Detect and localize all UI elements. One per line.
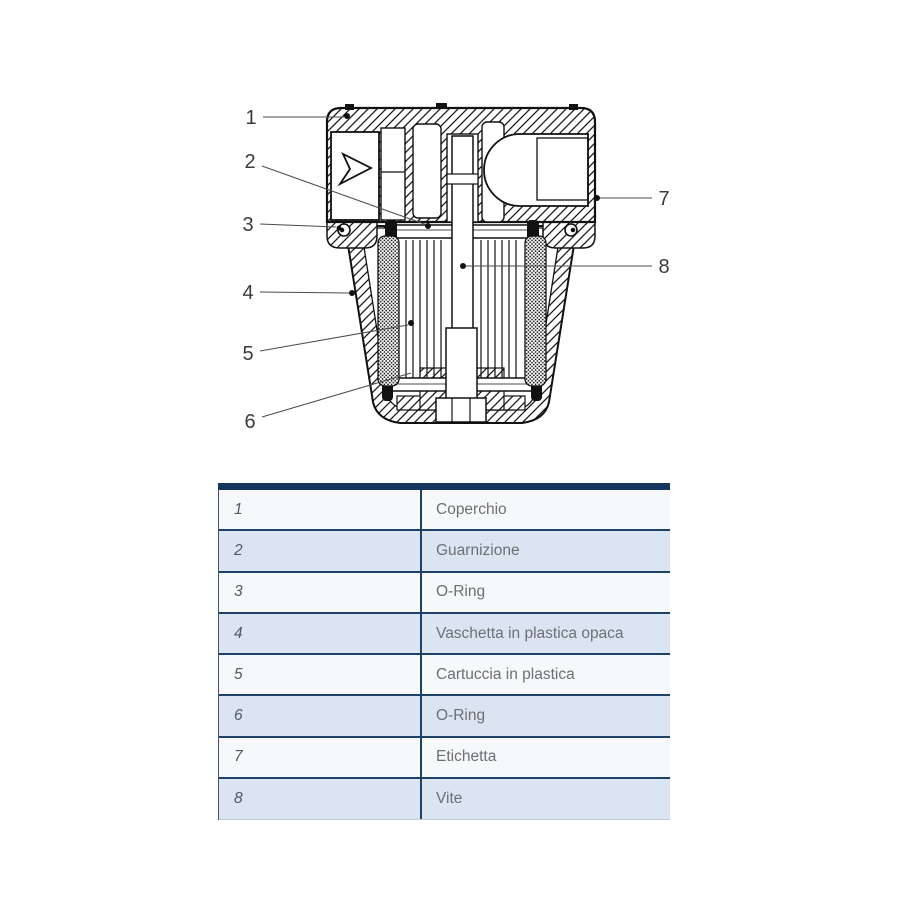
callout-8: 8: [658, 256, 670, 278]
callout-3: 3: [242, 214, 254, 236]
part-number: 1: [219, 490, 422, 529]
part-number: 4: [219, 614, 422, 653]
part-label: O-Ring: [436, 583, 486, 601]
table-row: [219, 490, 670, 531]
table-row: [219, 696, 670, 737]
part-number: 7: [219, 738, 422, 777]
callout-4: 4: [242, 282, 254, 304]
table-row: [219, 655, 670, 696]
callout-2: 2: [244, 151, 256, 173]
table-row: [219, 531, 670, 572]
part-number: 8: [219, 779, 422, 819]
callout-1: 1: [245, 107, 257, 129]
part-label: Guarnizione: [436, 541, 520, 559]
callout-5: 5: [242, 343, 254, 365]
part-number: 3: [219, 573, 422, 612]
part-label: O-Ring: [436, 707, 486, 725]
table-top-border: [218, 483, 670, 490]
mesh-band-right: [525, 236, 546, 386]
part-number: 5: [219, 655, 422, 694]
parts-table-rows: [218, 490, 670, 820]
mesh-band-left: [378, 236, 399, 386]
table-row: [219, 738, 670, 779]
callout-6: 6: [244, 411, 256, 433]
parts-table: [218, 483, 670, 820]
part-label: Vaschetta in plastica opaca: [436, 624, 624, 642]
table-row: [219, 614, 670, 655]
part-label: Cartuccia in plastica: [436, 665, 575, 683]
part-label: Coperchio: [436, 500, 507, 518]
table-row: [219, 573, 670, 614]
table-row: [219, 779, 670, 820]
part-number: 6: [219, 696, 422, 735]
outlet-chamber: [484, 134, 588, 206]
part-label: Etichetta: [436, 748, 497, 766]
left-flange: [327, 222, 377, 248]
part-number: 2: [219, 531, 422, 570]
hex-nut: [436, 398, 486, 422]
callout-7: 7: [658, 188, 670, 210]
right-flange: [543, 222, 595, 248]
part-label: Vite: [436, 790, 463, 808]
